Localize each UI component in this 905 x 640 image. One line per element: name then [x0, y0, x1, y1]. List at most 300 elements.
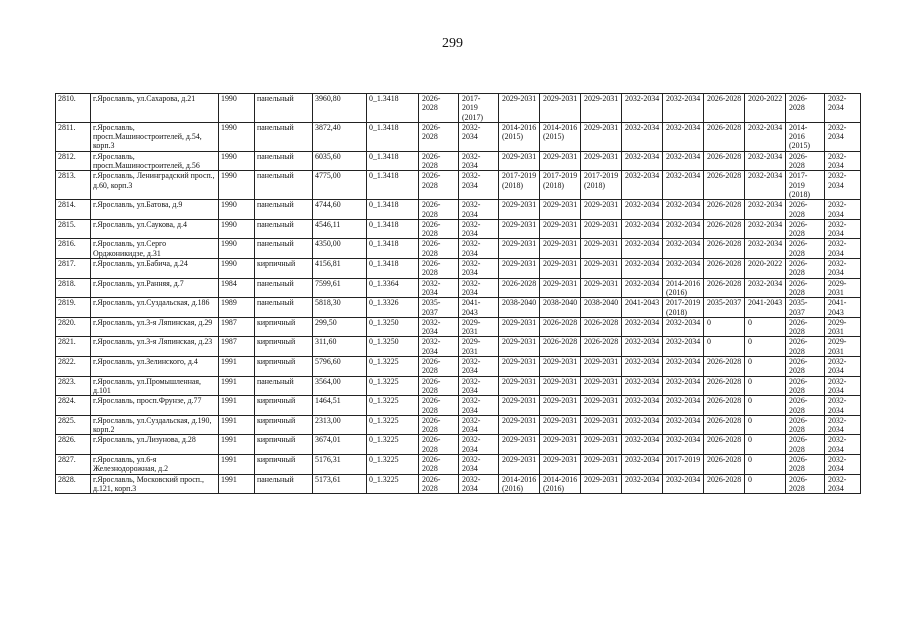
repair-term-cell: 2014-2016 (2016)	[540, 474, 581, 494]
repair-term-cell: 2014-2016 (2015)	[540, 122, 581, 151]
repair-term-cell: 2026-2028	[704, 219, 745, 239]
code-cell: 0_1.3225	[367, 376, 419, 396]
address-cell: г.Ярославль, просп.Машиностроителей, д.56	[91, 151, 219, 171]
code-cell: 0_1.3364	[367, 278, 419, 298]
repair-term-cell: 0	[745, 376, 786, 396]
address-cell: г.Ярославль, ул.Суздальская, д.186	[91, 298, 219, 318]
repair-term-cell: 2017-2019 (2018)	[663, 298, 704, 318]
row-number-cell: 2828.	[56, 474, 91, 494]
code-cell: 0_1.3225	[367, 396, 419, 416]
table-row	[56, 219, 861, 239]
row-number-cell: 2814.	[56, 200, 91, 220]
repair-term-cell: 2032-2034	[663, 171, 704, 200]
housing-repair-schedule-table	[55, 93, 861, 494]
repair-term-cell: 2032-2034	[459, 474, 499, 494]
repair-term-cell: 2026-2028	[540, 317, 581, 337]
repair-term-cell: 2026-2028	[704, 396, 745, 416]
row-number-cell: 2822.	[56, 357, 91, 377]
repair-term-cell: 2029-2031	[459, 317, 499, 337]
build-year-cell: 1991	[219, 357, 255, 377]
wall-material-cell: кирпичный	[255, 317, 313, 337]
address-cell: г.Ярославль, ул.Серго Орджоникидзе, д.31	[91, 239, 219, 259]
repair-term-cell: 2032-2034	[622, 171, 663, 200]
wall-material-cell: панельный	[255, 200, 313, 220]
build-year-cell: 1990	[219, 171, 255, 200]
build-year-cell: 1991	[219, 474, 255, 494]
repair-term-cell: 2032-2034	[459, 259, 499, 279]
repair-term-cell: 2032-2034	[459, 200, 499, 220]
repair-term-cell: 2032-2034	[459, 171, 499, 200]
repair-term-cell: 2032-2034	[419, 278, 459, 298]
repair-term-cell: 2026-2028	[499, 278, 540, 298]
repair-term-cell: 2029-2031	[540, 357, 581, 377]
repair-term-cell: 2032-2034	[622, 474, 663, 494]
repair-term-cell: 2029-2031	[499, 357, 540, 377]
repair-term-cell: 2035-2037	[419, 298, 459, 318]
repair-term-cell: 2029-2031	[499, 219, 540, 239]
area-cell: 4156,81	[313, 259, 367, 279]
repair-term-cell: 2032-2034	[663, 151, 704, 171]
repair-term-cell: 2026-2028	[704, 454, 745, 474]
repair-term-cell: 2032-2034	[745, 200, 786, 220]
area-cell: 3872,40	[313, 122, 367, 151]
repair-term-cell: 2026-2028	[419, 454, 459, 474]
repair-term-cell: 2026-2028	[704, 435, 745, 455]
table-row	[56, 151, 861, 171]
wall-material-cell: кирпичный	[255, 454, 313, 474]
repair-term-cell: 2032-2034	[622, 454, 663, 474]
repair-term-cell: 2014-2016 (2015)	[499, 122, 540, 151]
repair-term-cell: 2029-2031	[581, 357, 622, 377]
repair-term-cell: 2026-2028	[419, 396, 459, 416]
repair-term-cell: 2032-2034	[745, 171, 786, 200]
table-row	[56, 122, 861, 151]
repair-term-cell: 2035-2037	[704, 298, 745, 318]
repair-term-cell: 2026-2028	[419, 357, 459, 377]
wall-material-cell: панельный	[255, 122, 313, 151]
repair-term-cell: 2026-2028	[419, 415, 459, 435]
build-year-cell: 1990	[219, 239, 255, 259]
repair-term-cell: 2026-2028	[704, 415, 745, 435]
table-row	[56, 415, 861, 435]
table-row	[56, 259, 861, 279]
repair-term-cell: 0	[745, 396, 786, 416]
repair-term-cell: 2026-2028	[786, 474, 825, 494]
repair-term-cell: 2032-2034	[663, 474, 704, 494]
code-cell: 0_1.3250	[367, 317, 419, 337]
area-cell: 5818,30	[313, 298, 367, 318]
repair-term-cell: 2026-2028	[419, 94, 459, 123]
address-cell: г.Ярославль, ул.Лизунова, д.28	[91, 435, 219, 455]
row-number-cell: 2823.	[56, 376, 91, 396]
repair-term-cell: 2026-2028	[419, 171, 459, 200]
repair-term-cell: 2032-2034	[622, 376, 663, 396]
repair-term-cell: 2032-2034	[825, 454, 861, 474]
repair-term-cell: 2032-2034	[825, 435, 861, 455]
area-cell: 1464,51	[313, 396, 367, 416]
area-cell: 4744,60	[313, 200, 367, 220]
repair-term-cell: 2032-2034	[622, 219, 663, 239]
repair-term-cell: 2029-2031	[581, 259, 622, 279]
code-cell: 0_1.3418	[367, 94, 419, 123]
repair-term-cell: 2029-2031	[581, 151, 622, 171]
table-row	[56, 396, 861, 416]
repair-term-cell: 2032-2034	[825, 94, 861, 123]
repair-term-cell: 2032-2034	[459, 415, 499, 435]
repair-term-cell: 2026-2028	[419, 435, 459, 455]
repair-term-cell: 2029-2031	[581, 94, 622, 123]
repair-term-cell: 2029-2031	[581, 474, 622, 494]
area-cell: 5173,61	[313, 474, 367, 494]
repair-term-cell: 2026-2028	[786, 435, 825, 455]
table-row	[56, 200, 861, 220]
wall-material-cell: панельный	[255, 239, 313, 259]
repair-term-cell: 2032-2034	[825, 396, 861, 416]
repair-term-cell: 2032-2034	[663, 357, 704, 377]
repair-term-cell: 2029-2031	[499, 337, 540, 357]
row-number-cell: 2816.	[56, 239, 91, 259]
repair-term-cell: 2032-2034	[745, 122, 786, 151]
repair-term-cell: 2029-2031	[581, 454, 622, 474]
repair-term-cell: 2032-2034	[663, 376, 704, 396]
repair-term-cell: 2026-2028	[704, 357, 745, 377]
row-number-cell: 2824.	[56, 396, 91, 416]
repair-term-cell: 0	[745, 415, 786, 435]
wall-material-cell: кирпичный	[255, 435, 313, 455]
wall-material-cell: панельный	[255, 94, 313, 123]
repair-term-cell: 2026-2028	[786, 454, 825, 474]
wall-material-cell: панельный	[255, 278, 313, 298]
repair-term-cell: 2017-2019 (2018)	[499, 171, 540, 200]
address-cell: г.Ярославль, ул.Суздальская, д.190, корп.2	[91, 415, 219, 435]
code-cell: 0_1.3250	[367, 337, 419, 357]
repair-term-cell: 2035-2037	[786, 298, 825, 318]
wall-material-cell: панельный	[255, 298, 313, 318]
repair-term-cell: 2029-2031	[459, 337, 499, 357]
repair-term-cell: 2032-2034	[825, 357, 861, 377]
address-cell: г.Ярославль, ул.3-я Ляпинская, д.29	[91, 317, 219, 337]
repair-term-cell: 0	[745, 435, 786, 455]
address-cell: г.Ярославль, просп.Фрунзе, д.77	[91, 396, 219, 416]
repair-term-cell: 2032-2034	[622, 259, 663, 279]
address-cell: г.Ярославль, ул.6-я Железнодорожная, д.2	[91, 454, 219, 474]
table-row	[56, 454, 861, 474]
repair-term-cell: 2032-2034	[459, 376, 499, 396]
area-cell: 299,50	[313, 317, 367, 337]
row-number-cell: 2817.	[56, 259, 91, 279]
wall-material-cell: панельный	[255, 151, 313, 171]
repair-term-cell: 2026-2028	[786, 337, 825, 357]
build-year-cell: 1990	[219, 200, 255, 220]
repair-term-cell: 2032-2034	[825, 200, 861, 220]
repair-term-cell: 2026-2028	[786, 94, 825, 123]
repair-term-cell: 2032-2034	[459, 151, 499, 171]
repair-term-cell: 2032-2034	[663, 259, 704, 279]
repair-term-cell: 2032-2034	[622, 122, 663, 151]
repair-term-cell: 2032-2034	[745, 151, 786, 171]
table-row	[56, 357, 861, 377]
repair-term-cell: 2032-2034	[459, 219, 499, 239]
repair-term-cell: 2032-2034	[622, 337, 663, 357]
repair-term-cell: 2032-2034	[825, 122, 861, 151]
repair-term-cell: 2029-2031	[540, 219, 581, 239]
table-row	[56, 317, 861, 337]
area-cell: 6035,60	[313, 151, 367, 171]
address-cell: г.Ярославль, ул.Ранняя, д.7	[91, 278, 219, 298]
repair-term-cell: 2032-2034	[663, 94, 704, 123]
code-cell: 0_1.3418	[367, 219, 419, 239]
wall-material-cell: панельный	[255, 376, 313, 396]
repair-term-cell: 2017-2019 (2018)	[581, 171, 622, 200]
address-cell: г.Ярославль, ул.Бабича, д.24	[91, 259, 219, 279]
repair-term-cell: 2032-2034	[622, 239, 663, 259]
row-number-cell: 2812.	[56, 151, 91, 171]
row-number-cell: 2826.	[56, 435, 91, 455]
row-number-cell: 2821.	[56, 337, 91, 357]
repair-term-cell: 2029-2031	[540, 239, 581, 259]
address-cell: г.Ярославль, ул.Батова, д.9	[91, 200, 219, 220]
build-year-cell: 1990	[219, 151, 255, 171]
repair-term-cell: 2032-2034	[622, 396, 663, 416]
repair-term-cell: 0	[745, 317, 786, 337]
repair-term-cell: 2032-2034	[745, 278, 786, 298]
repair-term-cell: 2032-2034	[622, 317, 663, 337]
repair-term-cell: 2026-2028	[786, 317, 825, 337]
wall-material-cell: кирпичный	[255, 337, 313, 357]
row-number-cell: 2815.	[56, 219, 91, 239]
build-year-cell: 1991	[219, 435, 255, 455]
address-cell: г.Ярославль, ул.Зелинского, д.4	[91, 357, 219, 377]
repair-term-cell: 2032-2034	[825, 376, 861, 396]
repair-term-cell: 2029-2031	[825, 317, 861, 337]
build-year-cell: 1990	[219, 259, 255, 279]
repair-term-cell: 2032-2034	[419, 317, 459, 337]
repair-term-cell: 2029-2031	[540, 376, 581, 396]
repair-term-cell: 2026-2028	[786, 278, 825, 298]
repair-term-cell: 2017-2019 (2017)	[459, 94, 499, 123]
repair-term-cell: 2026-2028	[786, 415, 825, 435]
repair-term-cell: 2029-2031	[540, 94, 581, 123]
repair-term-cell: 0	[745, 454, 786, 474]
repair-term-cell: 2026-2028	[581, 317, 622, 337]
row-number-cell: 2818.	[56, 278, 91, 298]
repair-term-cell: 2029-2031	[499, 317, 540, 337]
code-cell: 0_1.3225	[367, 454, 419, 474]
address-cell: г.Ярославль, Московский просп., д.121, корп.3	[91, 474, 219, 494]
repair-term-cell: 2026-2028	[419, 376, 459, 396]
code-cell: 0_1.3418	[367, 239, 419, 259]
repair-term-cell: 2032-2034	[663, 200, 704, 220]
repair-term-cell: 2032-2034	[622, 200, 663, 220]
repair-term-cell: 2029-2031	[825, 337, 861, 357]
repair-term-cell: 2014-2016 (2015)	[786, 122, 825, 151]
repair-term-cell: 2026-2028	[704, 171, 745, 200]
repair-term-cell: 2029-2031	[499, 239, 540, 259]
repair-term-cell: 2032-2034	[663, 122, 704, 151]
repair-term-cell: 2026-2028	[786, 376, 825, 396]
wall-material-cell: панельный	[255, 474, 313, 494]
repair-term-cell: 2032-2034	[663, 396, 704, 416]
repair-term-cell: 2032-2034	[459, 454, 499, 474]
area-cell: 4350,00	[313, 239, 367, 259]
repair-term-cell: 2026-2028	[419, 239, 459, 259]
repair-term-cell: 2029-2031	[540, 151, 581, 171]
repair-term-cell: 2032-2034	[825, 151, 861, 171]
repair-term-cell: 2029-2031	[581, 415, 622, 435]
repair-term-cell: 2029-2031	[540, 278, 581, 298]
wall-material-cell: панельный	[255, 219, 313, 239]
wall-material-cell: панельный	[255, 171, 313, 200]
repair-term-cell: 0	[704, 317, 745, 337]
build-year-cell: 1987	[219, 337, 255, 357]
repair-term-cell: 2029-2031	[581, 239, 622, 259]
row-number-cell: 2810.	[56, 94, 91, 123]
code-cell: 0_1.3418	[367, 200, 419, 220]
repair-term-cell: 2029-2031	[540, 454, 581, 474]
repair-term-cell: 2041-2043	[745, 298, 786, 318]
code-cell: 0_1.3225	[367, 357, 419, 377]
repair-term-cell: 2020-2022	[745, 94, 786, 123]
row-number-cell: 2811.	[56, 122, 91, 151]
repair-term-cell: 2026-2028	[704, 151, 745, 171]
repair-term-cell: 2032-2034	[825, 415, 861, 435]
code-cell: 0_1.3418	[367, 171, 419, 200]
repair-term-cell: 2029-2031	[581, 376, 622, 396]
repair-term-cell: 2032-2034	[459, 435, 499, 455]
repair-term-cell: 2026-2028	[704, 376, 745, 396]
table-row	[56, 337, 861, 357]
table-row	[56, 94, 861, 123]
repair-term-cell: 2032-2034	[663, 337, 704, 357]
repair-term-cell: 2029-2031	[581, 122, 622, 151]
repair-term-cell: 2029-2031	[581, 219, 622, 239]
repair-term-cell: 2032-2034	[622, 94, 663, 123]
repair-term-cell: 2032-2034	[825, 259, 861, 279]
repair-term-cell: 2026-2028	[704, 259, 745, 279]
repair-term-cell: 2029-2031	[540, 435, 581, 455]
wall-material-cell: кирпичный	[255, 415, 313, 435]
repair-term-cell: 2029-2031	[581, 278, 622, 298]
row-number-cell: 2820.	[56, 317, 91, 337]
repair-term-cell: 2029-2031	[499, 454, 540, 474]
build-year-cell: 1990	[219, 219, 255, 239]
code-cell: 0_1.3326	[367, 298, 419, 318]
repair-term-cell: 2026-2028	[704, 474, 745, 494]
repair-term-cell: 2032-2034	[459, 278, 499, 298]
repair-term-cell: 2029-2031	[499, 435, 540, 455]
repair-term-cell: 2041-2043	[459, 298, 499, 318]
table-row	[56, 376, 861, 396]
repair-term-cell: 2032-2034	[663, 239, 704, 259]
repair-term-cell: 2041-2043	[825, 298, 861, 318]
repair-term-cell: 2014-2016 (2016)	[663, 278, 704, 298]
repair-term-cell: 2032-2034	[825, 219, 861, 239]
repair-term-cell: 2029-2031	[499, 94, 540, 123]
repair-term-cell: 2032-2034	[663, 219, 704, 239]
repair-term-cell: 2032-2034	[663, 435, 704, 455]
repair-term-cell: 2032-2034	[459, 239, 499, 259]
repair-term-cell: 2014-2016 (2016)	[499, 474, 540, 494]
build-year-cell: 1991	[219, 454, 255, 474]
repair-term-cell: 2032-2034	[825, 171, 861, 200]
repair-term-cell: 2026-2028	[704, 278, 745, 298]
repair-term-cell: 2032-2034	[622, 415, 663, 435]
repair-term-cell: 2026-2028	[704, 122, 745, 151]
repair-term-cell: 2026-2028	[540, 337, 581, 357]
repair-term-cell: 2017-2019 (2018)	[786, 171, 825, 200]
repair-term-cell: 2029-2031	[540, 396, 581, 416]
repair-term-cell: 2032-2034	[825, 474, 861, 494]
repair-term-cell: 2032-2034	[663, 317, 704, 337]
wall-material-cell: кирпичный	[255, 396, 313, 416]
code-cell: 0_1.3225	[367, 474, 419, 494]
code-cell: 0_1.3225	[367, 415, 419, 435]
page-number: 299	[442, 36, 463, 51]
repair-term-cell: 2029-2031	[581, 200, 622, 220]
repair-term-cell: 2029-2031	[581, 435, 622, 455]
row-number-cell: 2827.	[56, 454, 91, 474]
area-cell: 3960,80	[313, 94, 367, 123]
table-row	[56, 298, 861, 318]
repair-term-cell: 2029-2031	[581, 396, 622, 416]
wall-material-cell: кирпичный	[255, 259, 313, 279]
repair-term-cell: 2017-2019	[663, 454, 704, 474]
repair-term-cell: 2026-2028	[419, 219, 459, 239]
repair-term-cell: 2032-2034	[459, 122, 499, 151]
repair-term-cell: 2026-2028	[786, 219, 825, 239]
repair-term-cell: 2026-2028	[419, 474, 459, 494]
repair-term-cell: 2026-2028	[581, 337, 622, 357]
code-cell: 0_1.3418	[367, 122, 419, 151]
repair-term-cell: 2032-2034	[459, 357, 499, 377]
repair-term-cell: 2026-2028	[419, 259, 459, 279]
table-row	[56, 239, 861, 259]
area-cell: 311,60	[313, 337, 367, 357]
repair-term-cell: 2020-2022	[745, 259, 786, 279]
wall-material-cell: кирпичный	[255, 357, 313, 377]
repair-term-cell: 2026-2028	[419, 151, 459, 171]
build-year-cell: 1987	[219, 317, 255, 337]
repair-term-cell: 2038-2040	[540, 298, 581, 318]
row-number-cell: 2813.	[56, 171, 91, 200]
repair-term-cell: 2029-2031	[499, 151, 540, 171]
area-cell: 5176,31	[313, 454, 367, 474]
repair-term-cell: 2032-2034	[622, 151, 663, 171]
code-cell: 0_1.3418	[367, 259, 419, 279]
repair-term-cell: 2029-2031	[825, 278, 861, 298]
repair-term-cell: 2032-2034	[459, 396, 499, 416]
area-cell: 4775,00	[313, 171, 367, 200]
repair-term-cell: 2029-2031	[540, 415, 581, 435]
repair-term-cell: 0	[745, 474, 786, 494]
build-year-cell: 1991	[219, 396, 255, 416]
repair-term-cell: 0	[745, 337, 786, 357]
repair-term-cell: 2029-2031	[540, 200, 581, 220]
build-year-cell: 1990	[219, 122, 255, 151]
repair-term-cell: 2038-2040	[581, 298, 622, 318]
repair-term-cell: 2032-2034	[419, 337, 459, 357]
address-cell: г.Ярославль, ул.Промышленная, д.101	[91, 376, 219, 396]
repair-term-cell: 0	[745, 357, 786, 377]
repair-term-cell: 2026-2028	[704, 94, 745, 123]
build-year-cell: 1984	[219, 278, 255, 298]
repair-term-cell: 2026-2028	[786, 151, 825, 171]
area-cell: 2313,00	[313, 415, 367, 435]
repair-term-cell: 2032-2034	[745, 239, 786, 259]
address-cell: г.Ярославль, ул.Саукова, д.4	[91, 219, 219, 239]
repair-term-cell: 2029-2031	[499, 415, 540, 435]
row-number-cell: 2819.	[56, 298, 91, 318]
